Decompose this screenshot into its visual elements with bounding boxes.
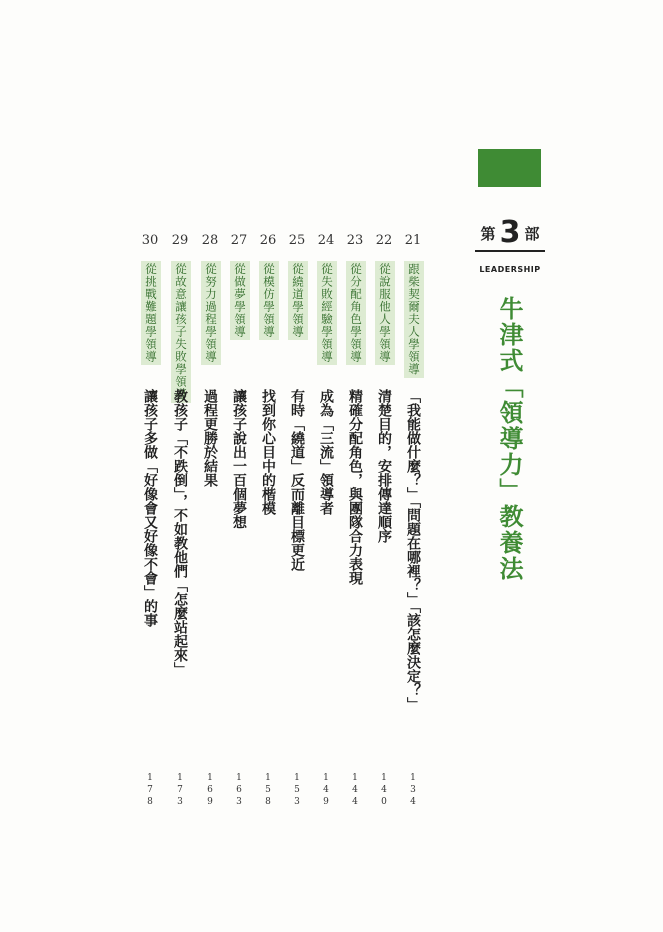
chapter-page: 169 [205, 773, 215, 809]
chapter-subtitle: 從繞道學領導 [288, 261, 308, 340]
chapter-subtitle: 跟柴契爾夫人學領導 [404, 261, 424, 378]
part-suffix: 部 [524, 224, 540, 243]
part-label [475, 216, 545, 252]
chapter-25[interactable] [284, 233, 310, 823]
chapter-21[interactable] [400, 233, 426, 823]
chapter-title: 教孩子「不跌倒」，不如教他們「怎麼站起來」 [172, 389, 188, 676]
chapter-subtitle: 從失敗經驗學領導 [317, 261, 337, 365]
chapter-subtitle: 從分配角色學領導 [346, 261, 366, 365]
chapter-number: 22 [375, 233, 393, 248]
chapter-page: 163 [234, 773, 244, 809]
chapter-number: 25 [288, 233, 306, 248]
chapter-27[interactable] [226, 233, 252, 823]
chapter-page: 144 [350, 773, 360, 809]
chapter-title: 成為「三流」領導者 [318, 389, 334, 515]
chapter-subtitle: 從挑戰難題學領導 [141, 261, 161, 365]
chapter-number: 21 [404, 233, 422, 248]
chapter-page: 134 [408, 773, 418, 809]
chapter-subtitle: 從模仿學領導 [259, 261, 279, 340]
chapter-22[interactable] [371, 233, 397, 823]
chapter-number: 29 [171, 233, 189, 248]
chapter-number: 23 [346, 233, 364, 248]
part-prefix: 第 [480, 224, 496, 243]
chapter-title: 讓孩子多做「好像會又好像不會」的事 [142, 389, 158, 627]
chapter-title: 清楚目的，安排傳達順序 [376, 389, 392, 543]
chapter-23[interactable] [342, 233, 368, 823]
chapter-number: 27 [230, 233, 248, 248]
chapter-30[interactable] [137, 233, 163, 823]
chapter-title: 精確分配角色，與團隊合力表現 [347, 389, 363, 585]
chapter-title: 「我能做什麼？」「問題在哪裡？」「該怎麼決定？」 [405, 389, 421, 711]
chapter-page: 173 [175, 773, 185, 809]
chapter-page: 140 [379, 773, 389, 809]
chapter-29[interactable] [167, 233, 193, 823]
chapter-26[interactable] [255, 233, 281, 823]
chapter-number: 28 [201, 233, 219, 248]
chapter-page: 153 [292, 773, 302, 809]
chapter-subtitle: 從故意讓孩子失敗學領導 [171, 261, 191, 403]
chapter-number: 26 [259, 233, 277, 248]
part-subtitle: LEADERSHIP [479, 265, 541, 274]
chapter-page: 158 [263, 773, 273, 809]
chapter-title: 過程更勝於結果 [202, 389, 218, 487]
chapter-subtitle: 從努力過程學領導 [201, 261, 221, 365]
chapter-number: 24 [317, 233, 335, 248]
part-title: 牛津式「領導力」教養法 [495, 296, 523, 582]
chapter-title: 找到你心目中的楷模 [260, 389, 276, 515]
chapter-page: 149 [321, 773, 331, 809]
part-number: 3 [499, 215, 521, 250]
chapter-28[interactable] [197, 233, 223, 823]
part-color-block [478, 149, 541, 187]
chapter-page: 178 [145, 773, 155, 809]
chapter-title: 讓孩子說出一百個夢想 [231, 389, 247, 529]
chapter-subtitle: 從做夢學領導 [230, 261, 250, 340]
chapter-title: 有時「繞道」反而離目標更近 [289, 389, 305, 571]
chapter-subtitle: 從說服他人學領導 [375, 261, 395, 365]
chapter-24[interactable] [313, 233, 339, 823]
chapter-number: 30 [141, 233, 159, 248]
